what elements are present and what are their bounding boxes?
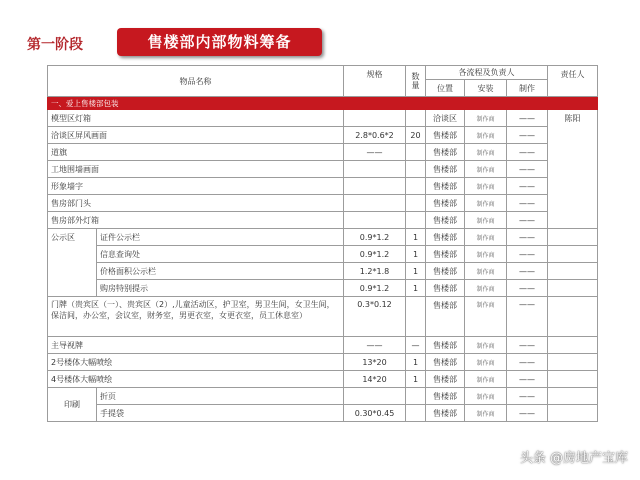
make-cell: ——: [507, 246, 548, 263]
spec-cell: [344, 110, 406, 127]
make-cell: ——: [507, 212, 548, 229]
qty-cell: [406, 297, 426, 337]
item-name-cell: 道旗: [48, 144, 344, 161]
spec-cell: 0.30*0.45: [344, 405, 406, 422]
table-row: [48, 371, 598, 388]
position-cell: 售楼部: [426, 297, 465, 337]
spec-cell: ——: [344, 337, 406, 354]
table-row: [48, 178, 598, 195]
qty-cell: 1: [406, 371, 426, 388]
header-qty: [406, 66, 426, 97]
owner-cell: [548, 229, 598, 246]
spec-cell: 1.2*1.8: [344, 263, 406, 280]
table-row: [48, 297, 598, 337]
item-name-cell: 2号楼体大幅喷绘: [48, 354, 344, 371]
qty-cell: [406, 388, 426, 405]
owner-cell: [548, 405, 598, 422]
table-body: [48, 97, 598, 422]
position-cell: 洽谈区: [426, 110, 465, 127]
make-cell: ——: [507, 144, 548, 161]
table-row: [48, 388, 598, 405]
position-cell: 售楼部: [426, 229, 465, 246]
header-spec: 规格: [344, 66, 406, 97]
header-owner: 责任人: [548, 66, 598, 97]
position-cell: 售楼部: [426, 354, 465, 371]
make-cell: ——: [507, 110, 548, 127]
install-cell: 制作商: [465, 297, 507, 337]
position-cell: 售楼部: [426, 212, 465, 229]
item-name-cell: 售房部外灯箱: [48, 212, 344, 229]
install-cell: 制作商: [465, 246, 507, 263]
header-qty-label: 数量: [411, 72, 420, 90]
install-cell: 制作商: [465, 161, 507, 178]
owner-cell: [548, 337, 598, 354]
table-row: [48, 161, 598, 178]
make-cell: ——: [507, 178, 548, 195]
install-cell: 制作商: [465, 371, 507, 388]
section-row: [48, 97, 598, 110]
section-label: 一、爱上售楼部包装: [48, 97, 598, 110]
qty-cell: 1: [406, 246, 426, 263]
item-name-cell: 证件公示栏: [97, 229, 344, 246]
item-name-cell: 主导视牌: [48, 337, 344, 354]
install-cell: 制作商: [465, 110, 507, 127]
table-row: [48, 195, 598, 212]
item-name-cell: 售房部门头: [48, 195, 344, 212]
qty-cell: —: [406, 337, 426, 354]
make-cell: ——: [507, 354, 548, 371]
item-name-cell: 手提袋: [97, 405, 344, 422]
position-cell: 售楼部: [426, 371, 465, 388]
install-cell: 制作商: [465, 212, 507, 229]
table-row: [48, 354, 598, 371]
position-cell: 售楼部: [426, 405, 465, 422]
item-name-cell: 购房特别提示: [97, 280, 344, 297]
position-cell: 售楼部: [426, 178, 465, 195]
spec-cell: ——: [344, 144, 406, 161]
item-name-cell: 4号楼体大幅喷绘: [48, 371, 344, 388]
owner-cell: [548, 263, 598, 280]
table-row: [48, 337, 598, 354]
qty-cell: 1: [406, 263, 426, 280]
install-cell: 制作商: [465, 263, 507, 280]
stage-title: 第一阶段: [27, 37, 83, 53]
owner-cell: 陈阳: [548, 110, 598, 229]
item-name-cell: 折页: [97, 388, 344, 405]
position-cell: 售楼部: [426, 388, 465, 405]
item-name-cell: 门牌（贵宾区（一）、贵宾区（2）,儿童活动区，护卫室，男卫生间，女卫生间，保洁间，办公室，会议室，财务室，男更衣室，女更衣室，员工休息室）: [48, 297, 344, 337]
position-cell: 售楼部: [426, 144, 465, 161]
header-process-group: 各流程及负责人: [426, 66, 548, 80]
owner-cell: [548, 354, 598, 371]
spec-cell: 13*20: [344, 354, 406, 371]
materials-table: [47, 65, 598, 422]
spec-cell: [344, 388, 406, 405]
install-cell: 制作商: [465, 127, 507, 144]
qty-cell: 1: [406, 280, 426, 297]
spec-cell: [344, 195, 406, 212]
spec-cell: [344, 178, 406, 195]
make-cell: ——: [507, 297, 548, 337]
owner-cell: [548, 297, 598, 337]
watermark: 头条 @房地产宝库: [519, 451, 628, 466]
item-name-cell: 模型区灯箱: [48, 110, 344, 127]
materials-table-wrap: [47, 65, 597, 422]
make-cell: ——: [507, 280, 548, 297]
qty-cell: 20: [406, 127, 426, 144]
qty-cell: [406, 195, 426, 212]
spec-cell: [344, 212, 406, 229]
position-cell: 售楼部: [426, 337, 465, 354]
table-row: [48, 263, 598, 280]
make-cell: ——: [507, 229, 548, 246]
group-label-print: 印刷: [48, 388, 97, 422]
install-cell: 制作商: [465, 388, 507, 405]
owner-cell: [548, 246, 598, 263]
table-row: [48, 144, 598, 161]
qty-cell: [406, 212, 426, 229]
install-cell: 制作商: [465, 178, 507, 195]
make-cell: ——: [507, 388, 548, 405]
table-row: [48, 212, 598, 229]
install-cell: 制作商: [465, 195, 507, 212]
table-row: [48, 127, 598, 144]
position-cell: 售楼部: [426, 127, 465, 144]
install-cell: 制作商: [465, 280, 507, 297]
install-cell: 制作商: [465, 229, 507, 246]
qty-cell: [406, 110, 426, 127]
spec-cell: 0.3*0.12: [344, 297, 406, 337]
item-name-cell: 洽谈区屏风画面: [48, 127, 344, 144]
qty-cell: 1: [406, 354, 426, 371]
group-label-public: 公示区: [48, 229, 97, 297]
position-cell: 售楼部: [426, 246, 465, 263]
owner-cell: [548, 388, 598, 405]
table-row: [48, 229, 598, 246]
owner-cell: [548, 371, 598, 388]
make-cell: ——: [507, 161, 548, 178]
qty-cell: 1: [406, 229, 426, 246]
spec-cell: 2.8*0.6*2: [344, 127, 406, 144]
make-cell: ——: [507, 337, 548, 354]
install-cell: 制作商: [465, 405, 507, 422]
qty-cell: [406, 405, 426, 422]
table-row: [48, 246, 598, 263]
item-name-cell: 形象墙字: [48, 178, 344, 195]
owner-cell: [548, 280, 598, 297]
header-item-name: 物品名称: [48, 66, 344, 97]
install-cell: 制作商: [465, 354, 507, 371]
position-cell: 售楼部: [426, 263, 465, 280]
header-install: 安装: [465, 80, 507, 97]
make-cell: ——: [507, 405, 548, 422]
banner-title: 售楼部内部物料筹备: [117, 28, 322, 56]
qty-cell: [406, 178, 426, 195]
position-cell: 售楼部: [426, 161, 465, 178]
item-name-cell: 信息查询处: [97, 246, 344, 263]
header-position: 位置: [426, 80, 465, 97]
make-cell: ——: [507, 371, 548, 388]
make-cell: ——: [507, 127, 548, 144]
table-row: [48, 405, 598, 422]
item-name-cell: 工地围墙画面: [48, 161, 344, 178]
header-make: 制作: [507, 80, 548, 97]
spec-cell: 14*20: [344, 371, 406, 388]
position-cell: 售楼部: [426, 195, 465, 212]
make-cell: ——: [507, 195, 548, 212]
install-cell: 制作商: [465, 337, 507, 354]
spec-cell: 0.9*1.2: [344, 229, 406, 246]
qty-cell: [406, 144, 426, 161]
qty-cell: [406, 161, 426, 178]
table-row: [48, 280, 598, 297]
spec-cell: 0.9*1.2: [344, 280, 406, 297]
item-name-cell: 价格面积公示栏: [97, 263, 344, 280]
spec-cell: 0.9*1.2: [344, 246, 406, 263]
install-cell: 制作商: [465, 144, 507, 161]
table-row: [48, 110, 598, 127]
spec-cell: [344, 161, 406, 178]
position-cell: 售楼部: [426, 280, 465, 297]
make-cell: ——: [507, 263, 548, 280]
